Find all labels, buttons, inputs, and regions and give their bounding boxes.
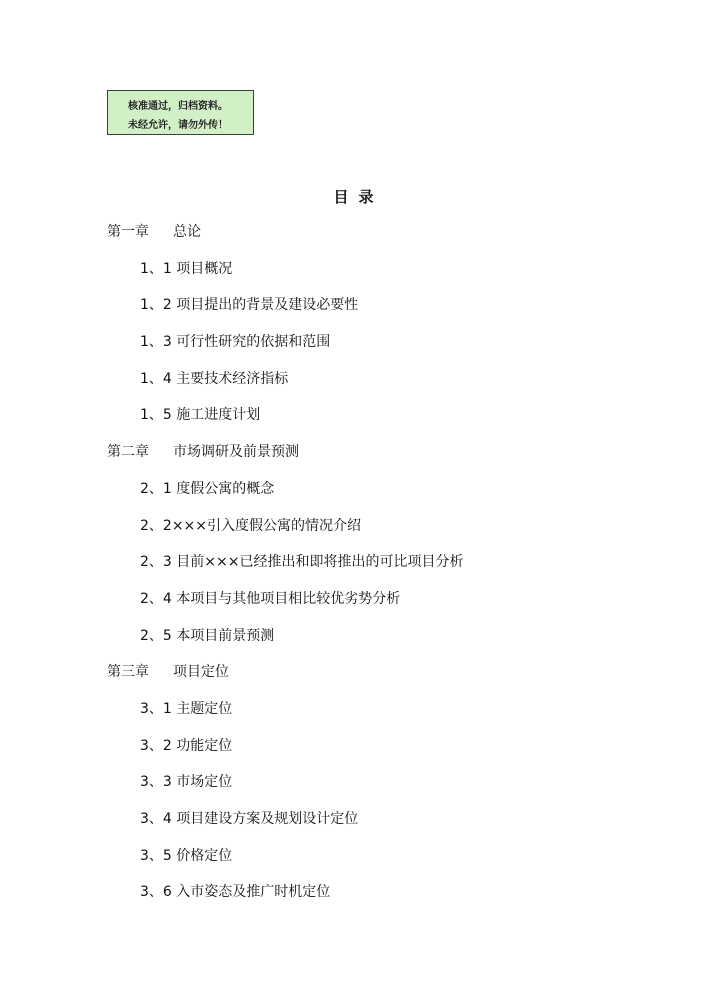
toc-section-3-4[interactable]: 3、4 项目建设方案及规划设计定位 (140, 811, 359, 827)
chapter-title: 总论 (173, 224, 201, 240)
toc-section-3-3[interactable]: 3、3 市场定位 (140, 774, 233, 791)
toc-section-3-6[interactable]: 3、6 入市姿态及推广时机定位 (140, 884, 331, 901)
toc-section-3-2[interactable]: 3、2 功能定位 (140, 737, 233, 754)
toc-section-2-3[interactable]: 2、3 目前×××已经推出和即将推出的可比项目分析 (140, 554, 464, 571)
toc-section-1-2[interactable]: 1、2 项目提出的背景及建设必要性 (140, 297, 359, 314)
toc-section-2-2[interactable]: 2、2×××引入度假公寓的情况介绍 (140, 517, 362, 534)
toc-title: 目录 (333, 188, 384, 206)
chapter-number: 第一章 (107, 224, 149, 240)
toc-chapter-1[interactable] (0, 214, 703, 251)
toc-section-3-5[interactable]: 3、5 价格定位 (140, 847, 233, 864)
toc-section-2-5[interactable]: 2、5 本项目前景预测 (140, 627, 275, 644)
toc-section-3-1[interactable]: 3、1 主题定位 (140, 700, 233, 717)
notice-line-2: 未经允许，请勿外传！ (128, 120, 228, 131)
toc-section-2-1[interactable]: 2、1 度假公寓的概念 (140, 480, 275, 497)
toc-chapter-2[interactable] (0, 434, 703, 471)
chapter-number: 第二章 (107, 444, 149, 461)
toc-section-1-5[interactable]: 1、5 施工进度计划 (140, 407, 261, 424)
toc-section-1-1[interactable]: 1、1 项目概况 (140, 260, 233, 277)
chapter-title: 市场调研及前景预测 (173, 444, 299, 461)
approval-notice-box (107, 90, 254, 135)
notice-line-1: 核准通过，归档资料。 (128, 101, 228, 112)
toc-section-2-4[interactable]: 2、4 本项目与其他项目相比较优劣势分析 (140, 590, 401, 607)
chapter-number: 第三章 (107, 664, 149, 681)
toc-section-1-3[interactable]: 1、3 可行性研究的依据和范围 (140, 334, 331, 351)
table-of-contents (0, 214, 703, 911)
chapter-title: 项目定位 (173, 664, 229, 681)
toc-chapter-3[interactable] (0, 654, 703, 691)
toc-section-1-4[interactable]: 1、4 主要技术经济指标 (140, 370, 289, 387)
